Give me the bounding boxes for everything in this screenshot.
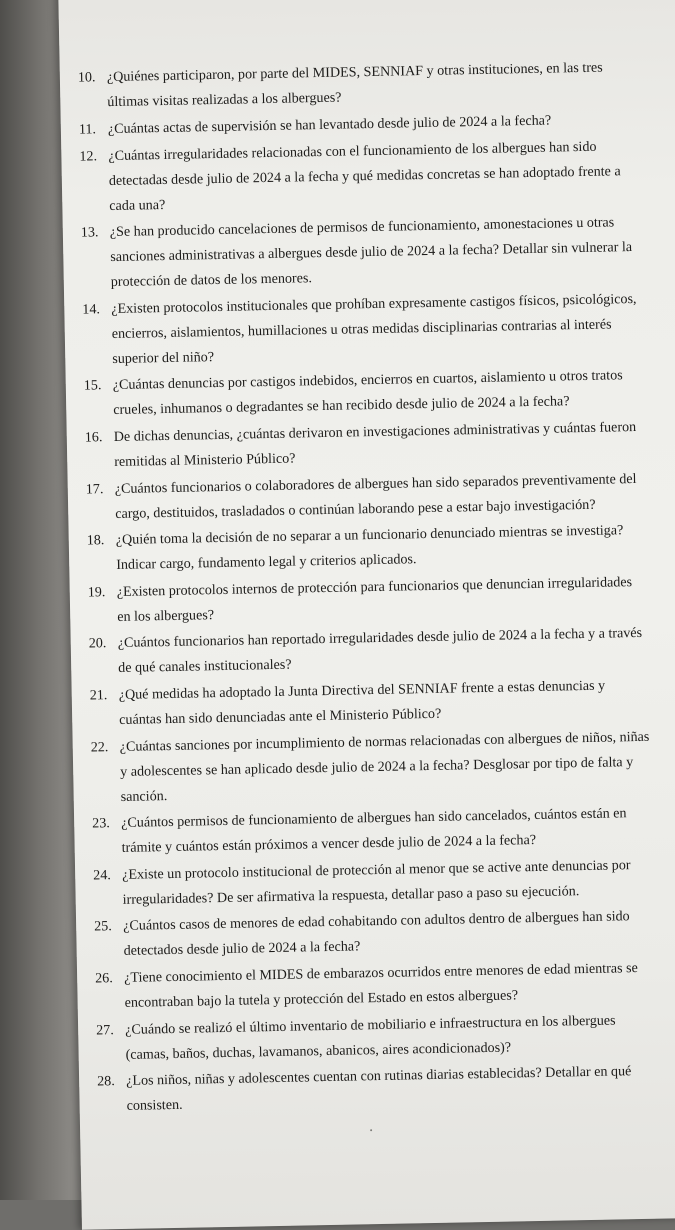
question-item: [87, 518, 648, 579]
question-item: [79, 133, 640, 219]
question-number: 14.: [82, 301, 101, 318]
question-text: ¿Se han producido cancelaciones de permisos de funcionamiento, amonestaciones u otras sanciones administrativas a albergues desde julio de 2024 a la fecha? Detallar sin vulnerar la protección de datos de los menores.: [109, 214, 633, 291]
question-item: [90, 673, 651, 734]
question-text: ¿Cuántas sanciones por incumplimiento de normas relacionadas con albergues de niños, niñas y adolescentes se han aplicado desde julio de 2024 a la fecha? Desglosar por tipo de falta y sanción.: [119, 728, 650, 805]
question-number: 18.: [86, 532, 105, 549]
question-number: 17.: [85, 480, 104, 498]
question-item: [88, 570, 649, 631]
question-item: [95, 956, 656, 1017]
question-text: ¿Cuántos permisos de funcionamiento de albergues han sido cancelados, cuántos están en trámite y cuántos están próximos a vencer desde julio de 2024 a la fecha?: [121, 805, 627, 857]
question-text: ¿Cuántos casos de menores de edad cohabitando con adultos dentro de albergues han sido detectados desde julio de 2024 a la fecha?: [123, 908, 630, 960]
question-text: ¿Los niños, niñas y adolescentes cuentan con rutinas diarias establecidas? Detallar en qué consisten.: [125, 1063, 632, 1114]
question-number: 25.: [94, 918, 112, 935]
question-number: 20.: [88, 635, 107, 652]
question-number: 24.: [93, 866, 111, 884]
question-text: ¿Existe un protocolo institucional de protección al menor que se active ante denuncias por irregularidades? De ser afirmativa la respuesta, detallar paso a paso su ejecución.: [122, 856, 631, 908]
question-number: 22.: [90, 738, 109, 756]
question-text: ¿Cuándo se realizó el último inventario de mobiliario e infraestructura en los albergues (camas, baños, duchas, lavamanos, abanicos, aires acondicionados)?: [125, 1011, 616, 1063]
question-text: De dichas denuncias, ¿cuántas derivaron en investigaciones administrativas y cuántas fueron remitidas al Ministerio Público?: [113, 418, 637, 470]
question-item: [94, 904, 655, 965]
question-item: [97, 1059, 658, 1120]
question-number: 28.: [97, 1073, 115, 1090]
question-item: [81, 210, 642, 296]
question-text: ¿Tiene conocimiento el MIDES de embarazos ocurridos entre menores de edad mientras se encontraban bajo la tutela y protección del Estado en estos albergues?: [124, 959, 638, 1011]
question-item: [89, 621, 650, 682]
question-item: [93, 852, 654, 913]
question-text: ¿Qué medidas ha adoptado la Junta Directiva del SENNIAF frente a estas denuncias y cuántas han sido denunciadas ante el Ministerio Público?: [118, 677, 606, 728]
question-text: ¿Quiénes participaron, por parte del MIDES, SENNIAF y otras instituciones, en las tres últimas visitas realizadas a los albergues?: [106, 59, 603, 111]
question-number: 19.: [87, 583, 106, 601]
question-number: 16.: [84, 429, 103, 446]
question-text: ¿Cuántos funcionarios o colaboradores de albergues han sido separados preventivamente del cargo, destituidos, trasladados o continúan laborando pese a estar bajo investigación?: [114, 470, 637, 522]
question-text: ¿Existen protocolos institucionales que prohíban expresamente castigos físicos, psicológicos, encierros, aislamientos, humillaciones u otras medidas disciplinarias contrarias al interés superior del niño?: [111, 290, 637, 367]
question-number: 23.: [92, 815, 110, 832]
question-item: [85, 415, 646, 476]
question-item: [78, 55, 639, 116]
question-text: ¿Cuántas actas de supervisión se han levantado desde julio de 2024 a la fecha?: [107, 112, 552, 138]
question-item: [82, 287, 643, 373]
question-number: 10.: [77, 69, 96, 86]
question-item: [91, 724, 652, 810]
question-item: [92, 801, 653, 862]
question-item: [96, 1007, 657, 1068]
question-number: 26.: [95, 970, 113, 987]
question-text: ¿Cuántas irregularidades relacionadas con el funcionamiento de los albergues han sido detectadas desde julio de 2024 a la fecha y qué medidas concretas se han adoptado frente a cada una?: [108, 138, 621, 214]
question-text: ¿Existen protocolos internos de protección para funcionarios que denuncian irregularidades en los albergues?: [116, 573, 633, 625]
document-page: [58, 0, 675, 1230]
question-item: [86, 466, 647, 527]
question-number: 27.: [96, 1021, 114, 1038]
question-number: 12.: [79, 147, 98, 165]
question-item: [84, 363, 645, 424]
question-text: ¿Cuántos funcionarios han reportado irregularidades desde julio de 2024 a la fecha y a través de qué canales institucionales?: [117, 625, 643, 677]
question-list: [78, 55, 658, 1121]
question-text: ¿Quién toma la decisión de no separar a un funcionario denunciado mientras se investiga? Indicar cargo, fundamento legal y criterios aplicados.: [115, 522, 624, 574]
paper-speck: [370, 1129, 372, 1131]
question-number: 11.: [78, 121, 97, 138]
question-text: ¿Cuántas denuncias por castigos indebidos, encierros en cuartos, aislamiento u otros tratos crueles, inhumanos o degradantes se han recibido desde julio de 2024 a la fecha?: [112, 367, 623, 419]
question-number: 13.: [80, 224, 99, 241]
question-number: 15.: [83, 377, 102, 394]
question-number: 21.: [89, 687, 108, 704]
